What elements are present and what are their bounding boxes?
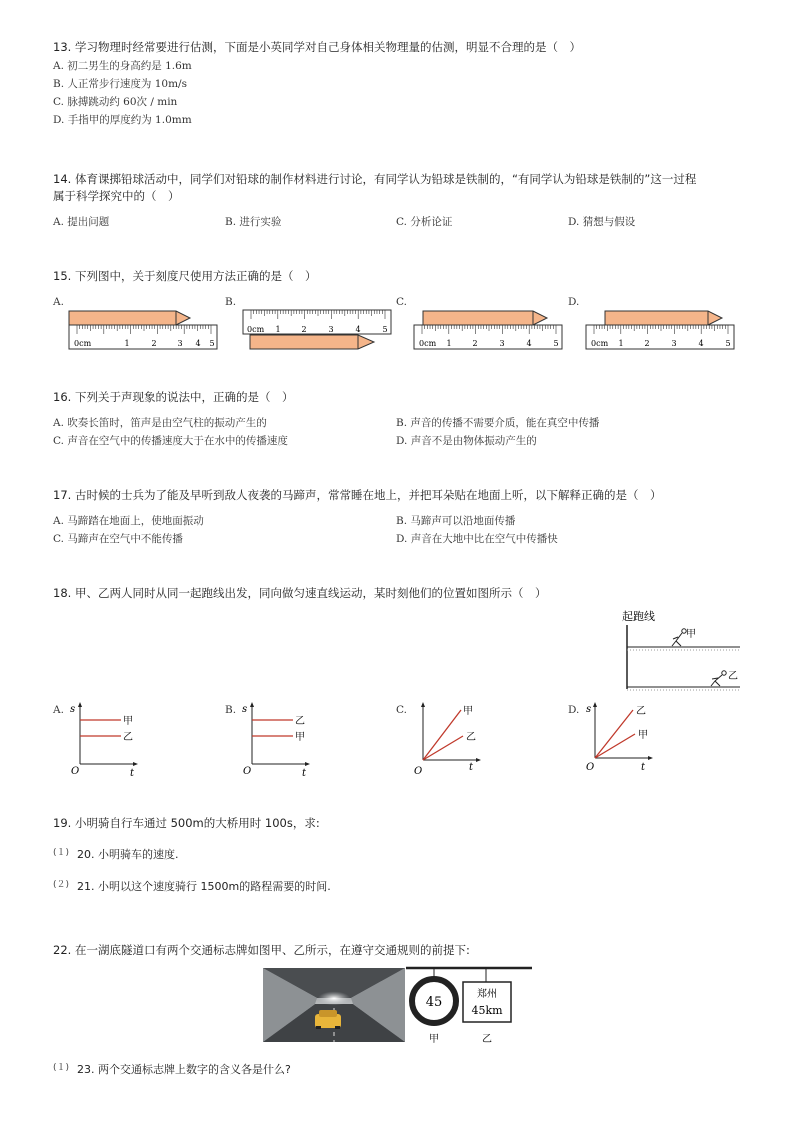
q14-stem-line2: 属于科学探究中的（ ） (53, 189, 180, 203)
origin-label: O (71, 766, 80, 777)
ruler-unit: 0cm (591, 339, 609, 348)
axis-s-label: s (586, 704, 592, 715)
runner-jia-label: 甲 (686, 629, 696, 640)
pencil (69, 311, 190, 325)
q15-ruler-figure-a[interactable] (66, 308, 222, 352)
start-line-label: 起跑线 (622, 610, 655, 623)
sub-number: (１) (53, 848, 70, 858)
q18-letter-a[interactable]: A. (53, 704, 64, 716)
line-label: 乙 (295, 716, 305, 727)
q15-letter-b[interactable]: B. (225, 296, 237, 308)
line-label: 甲 (638, 730, 648, 741)
ruler-number: 3 (499, 339, 505, 348)
q13-stem: 13. 学习物理时经常要进行估测，下面是小英同学对自己身体相关物理量的估测，明显不合理的是（ ） (53, 40, 581, 54)
line-jia (595, 734, 635, 758)
q17-option-d[interactable]: D. 声音在大地中比在空气中传播快 (396, 533, 558, 545)
pencil (250, 335, 374, 349)
ruler-number: 1 (124, 339, 130, 348)
q13-option-a[interactable]: A. 初二男生的身高约是 1.6m (53, 60, 192, 72)
axis-t-label: t (469, 762, 474, 773)
line-label: 乙 (123, 732, 133, 743)
q14-option-c[interactable]: C. 分析论证 (396, 216, 453, 228)
q18-graph-c[interactable] (409, 698, 489, 780)
speed-limit-value: 45 (425, 995, 443, 1010)
traffic-signs-figure (404, 962, 536, 1052)
runner-yi-icon (711, 671, 726, 686)
q16-option-b[interactable]: B. 声音的传播不需要介质，能在真空中传播 (396, 417, 600, 429)
q15-letter-a[interactable]: A. (53, 296, 64, 308)
q13-option-d[interactable]: D. 手指甲的厚度约为 1.0mm (53, 114, 192, 126)
q18-letter-c[interactable]: C. (396, 704, 407, 716)
runner-jia-icon (672, 629, 686, 646)
q15-ruler-figure-c[interactable] (411, 308, 567, 352)
ruler-number: 3 (177, 339, 183, 348)
axis-s-label: s (242, 704, 248, 715)
q16-option-a[interactable]: A. 吹奏长笛时，笛声是由空气柱的振动产生的 (53, 417, 267, 429)
ruler-number: 2 (644, 339, 650, 348)
q15-ruler-figure-d[interactable] (583, 308, 739, 352)
line-label: 甲 (295, 732, 305, 743)
ruler-number: 2 (151, 339, 157, 348)
q18-track-diagram (618, 603, 742, 695)
axis-t-label: t (302, 768, 307, 779)
runner-yi-label: 乙 (728, 671, 738, 682)
line-label: 乙 (466, 732, 476, 743)
q14-option-d[interactable]: D. 猜想与假设 (568, 216, 636, 228)
axis-t-label: t (641, 762, 646, 773)
pencil (605, 311, 722, 325)
ruler-number: 4 (195, 339, 201, 348)
origin-label: O (414, 766, 423, 777)
ruler-number: 1 (275, 325, 281, 334)
q19-sub-1 (53, 845, 179, 862)
ruler-unit: 0cm (74, 339, 92, 348)
axis-s-label: s (70, 704, 76, 715)
q22-stem: 22. 在一湖底隧道口有两个交通标志牌如图甲、乙所示，在遵守交通规则的前提下: (53, 943, 470, 957)
q15-ruler-figure-b[interactable] (240, 308, 396, 352)
q15-stem: 15. 下列图中，关于刻度尺使用方法正确的是（ ） (53, 269, 317, 283)
q16-option-c[interactable]: C. 声音在空气中的传播速度大于在水中的传播速度 (53, 435, 288, 447)
distance-sign-place: 郑州 (477, 989, 497, 1000)
ruler-number: 1 (446, 339, 452, 348)
ruler-number: 3 (328, 325, 334, 334)
q18-letter-d[interactable]: D. (568, 704, 580, 716)
ruler-number: 3 (671, 339, 677, 348)
ruler-number: 5 (382, 325, 388, 334)
line-yi (595, 710, 633, 758)
q18-letter-b[interactable]: B. (225, 704, 237, 716)
sub-number: (２) (53, 880, 70, 890)
ruler-number: 5 (209, 339, 215, 348)
sign-label-jia: 甲 (429, 1034, 439, 1045)
line-label: 甲 (123, 716, 133, 727)
axis-t-label: t (130, 768, 135, 779)
sign-label-yi: 乙 (482, 1034, 492, 1045)
origin-label: O (586, 762, 595, 773)
q13-option-b[interactable]: B. 人正常步行速度为 10m/s (53, 78, 187, 90)
q19-stem: 19. 小明骑自行车通过 500m的大桥用时 100s，求: (53, 816, 320, 830)
q13-option-c[interactable]: C. 脉搏跳动约 60次 / min (53, 96, 178, 108)
line-jia (423, 710, 461, 760)
sub-text: 21. 小明以这个速度骑行 1500m的路程需要的时间. (77, 880, 331, 893)
tunnel-photo (263, 968, 405, 1042)
ruler-unit: 0cm (419, 339, 437, 348)
line-label: 乙 (636, 706, 646, 717)
q18-graph-b[interactable] (238, 698, 318, 780)
ruler-number: 4 (526, 339, 532, 348)
ruler-number: 4 (355, 325, 361, 334)
q14-option-b[interactable]: B. 进行实验 (225, 216, 282, 228)
q18-graph-d[interactable] (581, 698, 661, 780)
q18-graph-a[interactable] (66, 698, 146, 780)
ruler-number: 5 (725, 339, 731, 348)
q15-letter-c[interactable]: C. (396, 296, 407, 308)
ruler-number: 2 (472, 339, 478, 348)
q14-option-a[interactable]: A. 提出问题 (53, 216, 110, 228)
ruler-number: 5 (553, 339, 559, 348)
q18-stem: 18. 甲、乙两人同时从同一起跑线出发，同向做匀速直线运动，某时刻他们的位置如图所示（ ） (53, 586, 547, 600)
q14-stem-line1: 14. 体育课掷铅球活动中，同学们对铅球的制作材料进行讨论，有同学认为铅球是铁制的，“有同学认为铅球是铁制的”这一过程 (53, 172, 697, 186)
q22-sub-1 (53, 1060, 291, 1077)
q16-stem: 16. 下列关于声现象的说法中，正确的是（ ） (53, 390, 294, 404)
q17-option-c[interactable]: C. 马蹄声在空气中不能传播 (53, 533, 183, 545)
pencil (423, 311, 547, 325)
sub-text: 23. 两个交通标志牌上数字的含义各是什么? (77, 1063, 291, 1076)
distance-sign-value: 45km (471, 1004, 503, 1017)
q16-option-d[interactable]: D. 声音不是由物体振动产生的 (396, 435, 537, 447)
q17-option-a[interactable]: A. 马蹄踏在地面上，使地面振动 (53, 515, 204, 527)
ruler-number: 4 (698, 339, 704, 348)
origin-label: O (243, 766, 252, 777)
ruler-number: 2 (301, 325, 307, 334)
q19-sub-2 (53, 877, 331, 894)
q15-letter-d[interactable]: D. (568, 296, 580, 308)
sub-number: (１) (53, 1063, 70, 1073)
ruler-unit: 0cm (247, 325, 265, 334)
line-label: 甲 (463, 706, 473, 717)
q17-option-b[interactable]: B. 马蹄声可以沿地面传播 (396, 515, 516, 527)
line-yi (423, 736, 463, 760)
ruler-number: 1 (618, 339, 624, 348)
sub-text: 20. 小明骑车的速度. (77, 848, 179, 861)
q17-stem: 17. 古时候的士兵为了能及早听到敌人夜袭的马蹄声，常常睡在地上，并把耳朵贴在地面上听，以下解释正确的是（ ） (53, 488, 662, 502)
